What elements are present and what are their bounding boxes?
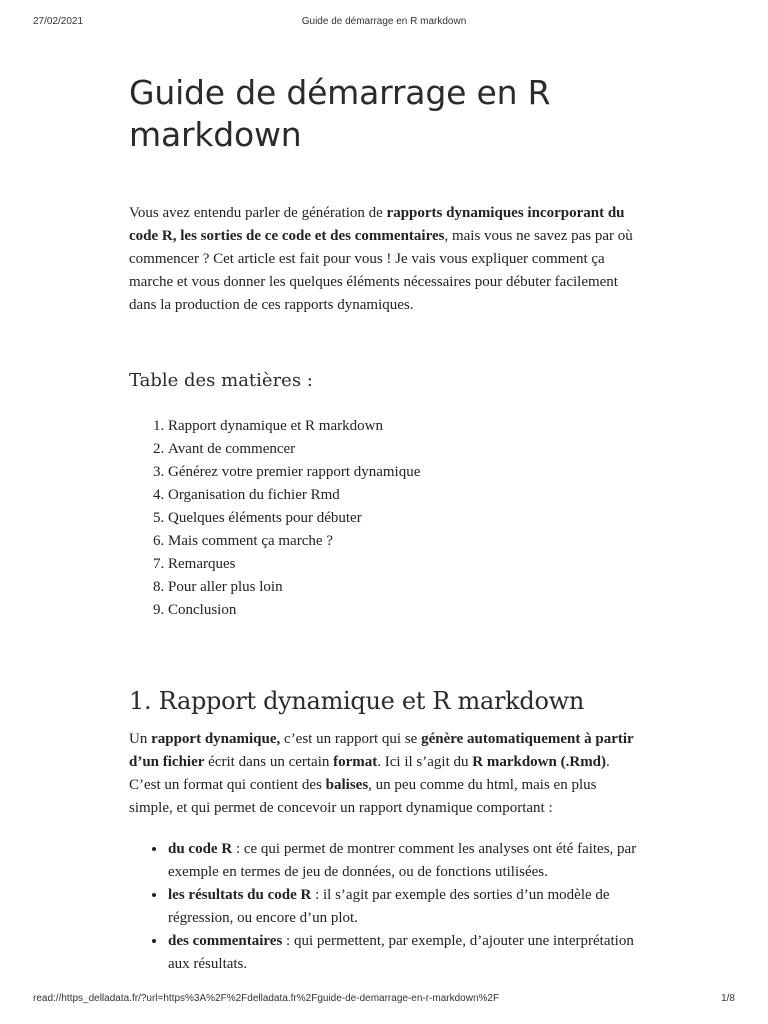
list-item <box>167 838 639 884</box>
list-item <box>167 884 639 930</box>
sec-bold-1: rapport dynamique, <box>151 731 281 747</box>
list-item <box>167 930 639 976</box>
bullet-bold: les résultats du code R <box>168 887 312 903</box>
table-of-contents <box>129 415 639 622</box>
sec-text-3: écrit dans un certain <box>204 754 334 770</box>
intro-text-1: Vous avez entendu parler de génération de <box>129 205 387 221</box>
sec-text-6: , un peu comme du html, mais en plus simple, et qui permet de concevoir un rapport dynamique comportant : <box>129 777 597 816</box>
toc-item-5[interactable]: 5. Quelques éléments pour débuter <box>168 507 639 530</box>
print-date: 27/02/2021 <box>33 16 84 27</box>
bullet-text: : il s’agit par exemple des sorties d’un modèle de régression, ou encore d’un plot. <box>168 887 610 926</box>
sec-text-5: . C’est un format qui contient des <box>129 754 610 793</box>
toc-item-6[interactable]: 6. Mais comment ça marche ? <box>168 530 639 553</box>
article-content <box>129 72 639 976</box>
sec-bold-4: R markdown (.Rmd) <box>472 754 607 770</box>
print-title: Guide de démarrage en R markdown <box>301 16 467 27</box>
bullet-bold: des commentaires <box>168 933 283 949</box>
sec-bold-2: génère automatiquement à partir d’un fichier <box>129 731 634 770</box>
bullet-text: : qui permettent, par exemple, d’ajouter une interprétation aux résultats. <box>168 933 634 972</box>
toc-item-2[interactable]: 2. Avant de commencer <box>168 438 639 461</box>
toc-item-7[interactable]: 7. Remarques <box>168 553 639 576</box>
page-title: Guide de démarrage en R markdown <box>129 73 551 154</box>
print-header <box>33 16 735 30</box>
toc-item-3[interactable]: 3. Générez votre premier rapport dynamique <box>168 461 639 484</box>
toc-item-9[interactable]: 9. Conclusion <box>168 599 639 622</box>
toc-item-1[interactable]: 1. Rapport dynamique et R markdown <box>168 415 639 438</box>
bullet-bold: du code R <box>168 841 233 857</box>
toc-item-8[interactable]: 8. Pour aller plus loin <box>168 576 639 599</box>
page-number: 1/8 <box>721 993 735 1004</box>
sec-text-2: c’est un rapport qui se <box>280 731 422 747</box>
intro-text-2: , mais vous ne savez pas par où commencer ? Cet article est fait pour vous ! Je vais vous expliquer comment ça marche et vous donner les quelques éléments nécessaires pour débuter facilement dans la production de ces rapports dynamiques. <box>129 228 633 313</box>
page-url: read://https_delladata.fr/?url=https%3A%2F%2Fdelladata.fr%2Fguide-de-demarrage-en-r-markdown%2F <box>33 993 500 1004</box>
intro-bold-1: rapports dynamiques incorporant du code R, les sorties de ce code et des commentaires <box>129 205 625 244</box>
print-footer <box>33 993 735 1007</box>
toc-title: Table des matières : <box>129 370 313 391</box>
toc-item-4[interactable]: 4. Organisation du fichier Rmd <box>168 484 639 507</box>
section-heading-1: 1. Rapport dynamique et R markdown <box>129 687 585 715</box>
bullet-list <box>129 838 639 976</box>
sec-text-4: . Ici il s’agit du <box>377 754 473 770</box>
sec-text-1: Un <box>129 731 152 747</box>
section-paragraph <box>129 728 639 820</box>
bullet-text: : ce qui permet de montrer comment les analyses ont été faites, par exemple en termes de jeu de données, ou de fonctions utilisées. <box>168 841 637 880</box>
intro-paragraph <box>129 202 639 317</box>
sec-bold-3: format <box>333 754 378 770</box>
sec-bold-5: balises <box>325 777 369 793</box>
